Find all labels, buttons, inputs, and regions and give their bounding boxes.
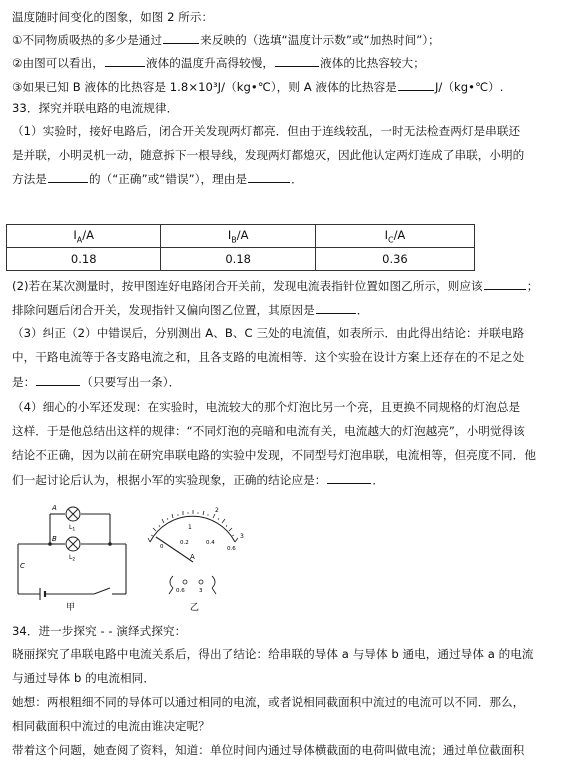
point-b-label: B — [52, 535, 57, 543]
caption-jia: 甲 — [66, 603, 76, 612]
text-line: （1）实验时，接好电路后，闭合开关发现两灯都亮．但由于连线较乱，一时无法检查两灯是串联还 — [12, 124, 521, 138]
lamp-l1-icon — [66, 507, 80, 521]
question-line: 排除问题后闭合开关，发现指针又偏向图乙位置，其原因是 ． — [12, 303, 369, 317]
answer-blank[interactable] — [275, 55, 319, 67]
circuit-figure — [10, 504, 250, 612]
lamp-l1-label: $L_1$ — [69, 524, 76, 533]
question-line: 们一起讨论后认为，根据小军的实验现象，正确的结论应是： ． — [12, 473, 385, 487]
text-line: 与通过导体 b 的电流相同． — [12, 671, 155, 685]
text-line: 结论不正确，因为以前在研究串联电路的实验中发现，不同型号灯泡串联，电流相等，但亮度不同．他 — [12, 448, 536, 462]
scale-small-label: 0.6 — [227, 546, 236, 552]
answer-blank[interactable] — [398, 79, 434, 91]
terminal-label: 3 — [199, 588, 203, 594]
ammeter-dial-icon — [148, 510, 238, 594]
question-title: 34．进一步探究 - - 演绎式探究： — [12, 624, 187, 638]
point-a-label: A — [52, 504, 57, 512]
answer-blank[interactable] — [327, 472, 371, 484]
point-c-label: C — [20, 562, 25, 570]
scale-small-label: 0 — [160, 544, 164, 550]
answer-blank[interactable] — [484, 278, 526, 290]
question-line: 是： （只要写出一条）． — [12, 375, 181, 389]
lamp-l2-label: $L_2$ — [69, 554, 76, 563]
question-line: (2)若在某次测量时，按甲图连好电路闭合开关前，发现电流表指针位置如图乙所示，则应该 ； — [12, 279, 539, 293]
junction-dot — [108, 542, 112, 546]
text-line: 她想：两根粗细不同的导体可以通过相同的电流，或者说相同截面积中流过的电流可以不同．那么， — [12, 695, 525, 709]
table-header: $I_A/A$ — [7, 225, 161, 248]
scale-small-label: 0.4 — [206, 540, 215, 546]
text-line: 相同截面积中流过的电流由谁决定呢？ — [12, 719, 210, 733]
table-header-row — [7, 225, 475, 248]
table-header: $I_C/A$ — [315, 225, 474, 248]
question-line: ③如果已知 B 液体的比热容是 1.8×10³J/（kg•℃），则 A 液体的比热容是 J/（kg•℃）. — [12, 80, 504, 94]
table-cell: 0.18 — [7, 248, 161, 271]
question-line: 方法是 的（“正确”或“错误”），理由是 ． — [12, 172, 303, 186]
scale-large-label: 2 — [215, 507, 219, 514]
table-row — [7, 248, 475, 271]
text-line: 是并联，小明灵机一动，随意拆下一根导线，发现两灯都熄灭，因此他认定两灯连成了串联，小明的 — [12, 148, 525, 162]
scale-large-label: 3 — [240, 533, 244, 540]
answer-blank[interactable] — [316, 302, 356, 314]
answer-blank[interactable] — [105, 55, 145, 67]
question-line: ①不同物质吸热的多少是通过 来反映的（选填“温度计示数”或“加热时间”）； — [12, 33, 440, 47]
text-line: 晓丽探究了串联电路中电流关系后，得出了结论：给串联的导体 a 与导体 b 通电，通过导体 a 的电流 — [12, 647, 534, 661]
answer-blank[interactable] — [48, 171, 88, 183]
text-line: （3）纠正（2）中错误后，分别测出 A、B、C 三处的电流值，如表所示．由此得出结论：并联电路 — [12, 326, 525, 340]
current-table — [6, 224, 475, 271]
answer-blank[interactable] — [248, 171, 290, 183]
lamp-l2-icon — [66, 537, 80, 551]
ammeter-unit-label: A — [190, 553, 195, 561]
answer-blank[interactable] — [163, 32, 199, 44]
table-cell: 0.36 — [315, 248, 474, 271]
text-line: 中，干路电流等于各支路电流之和，且各支路的电流相等．这个实验在设计方案上还存在的不足之处 — [12, 350, 525, 364]
answer-blank[interactable] — [36, 374, 80, 386]
text-line: 这样．于是他总结出这样的规律：“不同灯泡的亮暗和电流有关，电流越大的灯泡越亮”，小明觉得该 — [12, 424, 525, 438]
table-header: $I_B/A$ — [161, 225, 315, 248]
text-line: 带着这个问题，她查阅了资料，知道：单位时间内通过导体横截面的电荷叫做电流；通过单位截面积 — [12, 743, 525, 757]
text-line: 温度随时间变化的图象，如图 2 所示： — [12, 10, 214, 24]
question-line: ②由图可以看出， 液体的温度升高得较慢， 液体的比热容较大； — [12, 56, 425, 70]
terminal-label: 0.6 — [176, 588, 185, 594]
question-title: 33．探究并联电路的电流规律． — [12, 101, 179, 115]
scale-large-label: 1 — [188, 524, 192, 531]
table-cell: 0.18 — [161, 248, 315, 271]
scale-small-label: 0.2 — [180, 540, 189, 546]
caption-yi: 乙 — [190, 603, 200, 612]
text-line: （4）细心的小军还发现：在实验时，电流较大的那个灯泡比另一个亮，且更换不同规格的灯泡总是 — [12, 400, 521, 414]
